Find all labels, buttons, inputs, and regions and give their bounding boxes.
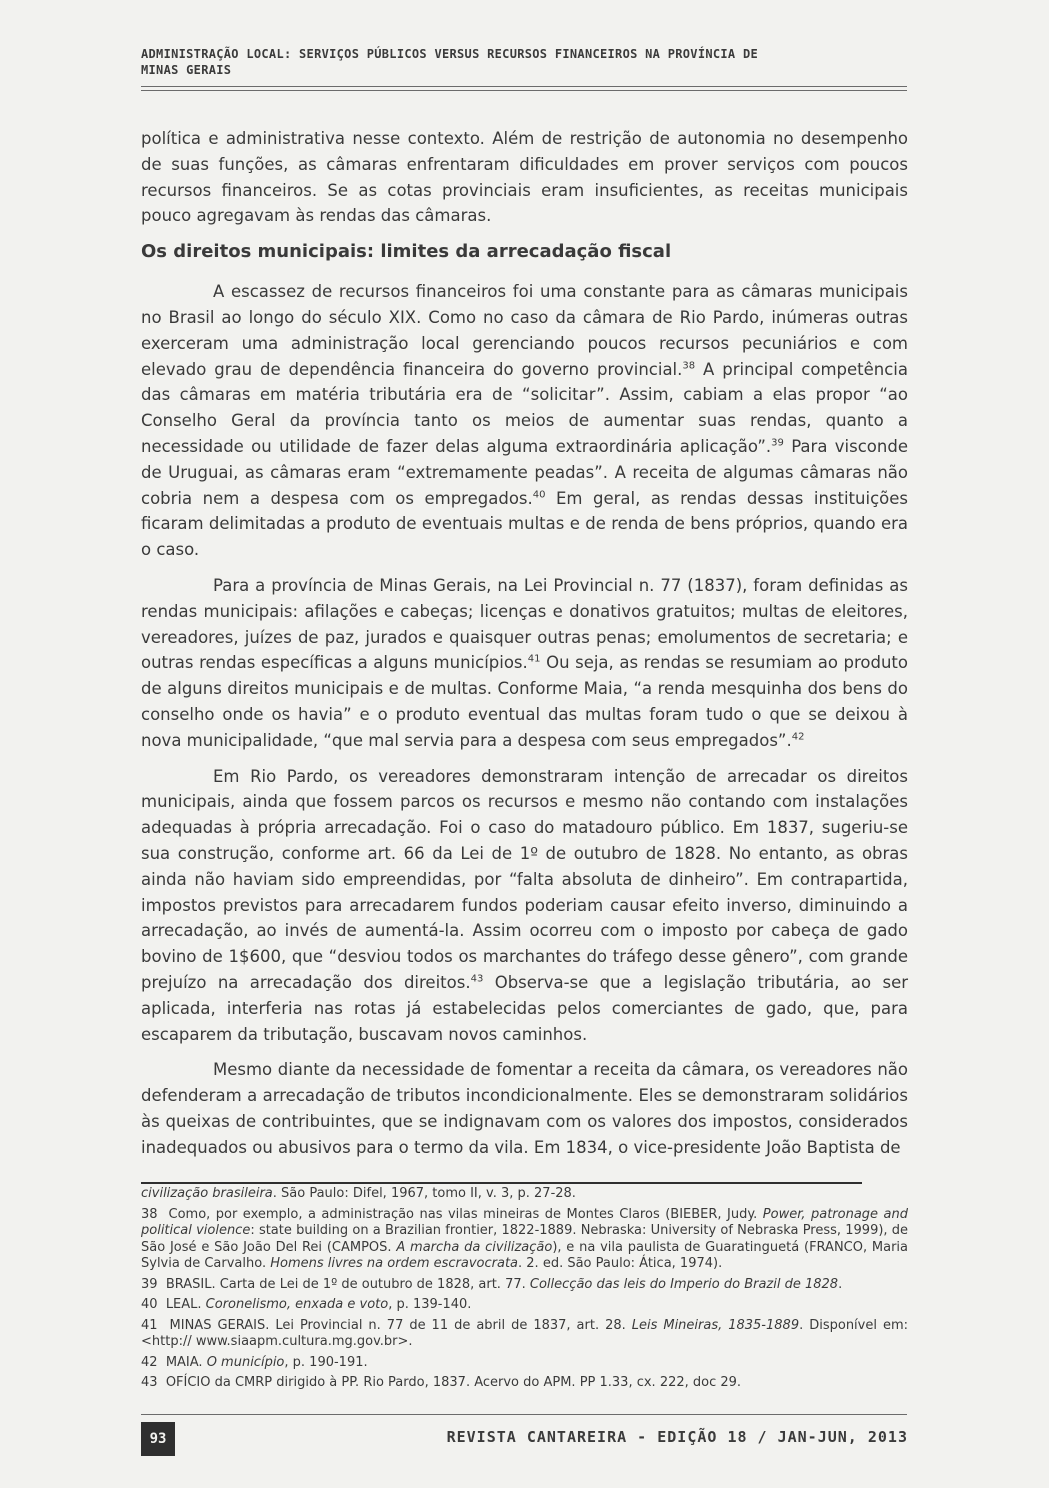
footnote-ref[interactable]: 38 [682,360,696,372]
paragraph-intro: política e administrativa nesse contexto. Além de restrição de autonomia no desempenho de suas funções, as câmaras enfrentaram dificuldades em prover serviços com poucos recursos financeiros. Se as cotas provinciais eram insuficientes, as receitas municipais pouco agregavam às rendas das câmaras. [141,129,908,226]
footer-rule [141,1414,907,1415]
page-number: 93 [141,1422,175,1456]
footnote-ref[interactable]: 40 [532,489,546,501]
paragraph-4: Mesmo diante da necessidade de fomentar a receita da câmara, os vereadores não defenderam a arrecadação de tributos incondicionalmente. Eles se demonstraram solidários às queixas de contribuintes, que se indignavam com os valores dos impostos, considerados inadequados ou abusivos para o termo da vila. Em 1834, o vice-presidente João Baptista de [141,1060,908,1157]
footnote-41: 41 MINAS GERAIS. Lei Provincial n. 77 de 11 de abril de 1837, art. 28. Leis Mineiras, 1835-1889. Disponível em: <http:// www.siaapm.cultura.mg.gov.br>. [141,1317,908,1349]
footnote-ref[interactable]: 43 [470,973,484,985]
footnote-continued: civilização brasileira. São Paulo: Difel, 1967, tomo II, v. 3, p. 27-28. [141,1186,576,1201]
running-header: ADMINISTRAÇÃO LOCAL: SERVIÇOS PÚBLICOS VERSUS RECURSOS FINANCEIROS NA PROVÍNCIA DE MINAS GERAIS [141,47,759,77]
paragraph-3: Em Rio Pardo, os vereadores demonstraram intenção de arrecadar os direitos municipais, ainda que fossem parcos os recursos e mesmo não contando com instalações adequadas à própria arrecadação. Foi o caso do matadouro público. Em 1837, sugeriu-se sua construção, conforme art. 66 da Lei de 1º de outubro de 1828. No entanto, as obras ainda não haviam sido empreendidas, por “falta absoluta de dinheiro”. Em contrapartida, impostos previstos para arrecadarem fundos poderiam causar efeito inverso, diminuindo a arrecadação, ao invés de aumentá-la. Assim ocorreu com o imposto por cabeça de gado bovino de 1$600, que “desviou todos os marchantes do tráfego desse gênero”, com grande prejuízo na arrecadação dos direitos.$^{43}$ Observa-se que a legislação tributária, ao ser aplicada, interferia nas rotas já estabelecidas pelos comerciantes de gado, que, para escaparem da tributação, buscavam novos caminhos. [141,766,908,1044]
section-heading: Os direitos municipais: limites da arrecadação fiscal [141,241,672,263]
footnote-43: 43 OFÍCIO da CMRP dirigido à PP. Rio Pardo, 1837. Acervo do APM. PP 1.33, cx. 222, doc 29. [141,1375,742,1390]
footnote-ref[interactable]: 41 [527,653,541,665]
footnote-42: 42 MAIA. O município, p. 190-191. [141,1354,368,1370]
paragraph-2: Para a província de Minas Gerais, na Lei Provincial n. 77 (1837), foram definidas as rendas municipais: afilações e cabeças; licenças e donativos gratuitos; multas de eleitores, vereadores, juízes de paz, jurados e quaisquer outras penas; emolumentos de secretaria; e outras rendas específicas a alguns municípios.$^{41}$ Ou seja, as rendas se resumiam ao produto de alguns direitos municipais e de multas. Conforme Maia, “a renda mesquinha dos bens do conselho onde os havia” e o produto eventual das multas foram tudo o que se deixou à nova municipalidade, “que mal servia para a despesa com seus empregados”.$^{42}$ [141,575,909,750]
footnote-40: 40 LEAL. Coronelismo, enxada e voto, p. 139-140. [141,1297,472,1312]
footnote-39: 39 BRASIL. Carta de Lei de 1º de outubro de 1828, art. 77. Collecção das leis do Imperio do Brazil de 1828. [141,1276,843,1292]
footnote-ref[interactable]: 39 [771,437,784,449]
footnote-ref[interactable]: 42 [791,731,805,743]
article-body [141,126,908,1170]
footnote-divider [141,1182,862,1184]
journal-footer: REVISTA CANTAREIRA - EDIÇÃO 18 / JAN-JUN, 2013 [446,1428,908,1446]
footnote-38: 38 Como, por exemplo, a administração nas vilas mineiras de Montes Claros (BIEBER, Judy. Power, patronage and political violence: state building on a Brazilian frontier, 1822-1889. Nebraska: University of Nebraska Press, 1999), de São José e São João Del Rei (CAMPOS. A marcha da civilização), e na vila paulista de Guaratinguetá (FRANCO, Maria Sylvia de Carvalho. Homens livres na ordem escravocrata. 2. ed. São Paulo: Ática, 1974). [141,1206,909,1271]
paragraph-1: A escassez de recursos financeiros foi uma constante para as câmaras municipais no Brasil ao longo do século XIX. Como no caso da câmara de Rio Pardo, inúmeras outras exerceram uma administração local gerenciando poucos recursos pecuniários e com elevado grau de dependência financeira do governo provincial.$^{38}$ A principal competência das câmaras em matéria tributária era de “solicitar”. Assim, cabiam a elas propor “ao Conselho Geral da província tanto os meios de aumentar suas rendas, quanto a necessidade ou utilidade de fazer delas alguma extraordinária aplicação”.$^{39}$ Para visconde de Uruguai, as câmaras eram “extremamente peadas”. A receita de algumas câmaras não cobria nem a despesa com os empregados.$^{40}$ Em geral, as rendas dessas instituições ficaram delimitadas a produto de eventuais multas e de renda de bens próprios, quando era o caso. [141,282,909,560]
header-rule-top [141,86,907,87]
footnotes [141,1186,908,1396]
header-rule-bottom [141,90,907,91]
